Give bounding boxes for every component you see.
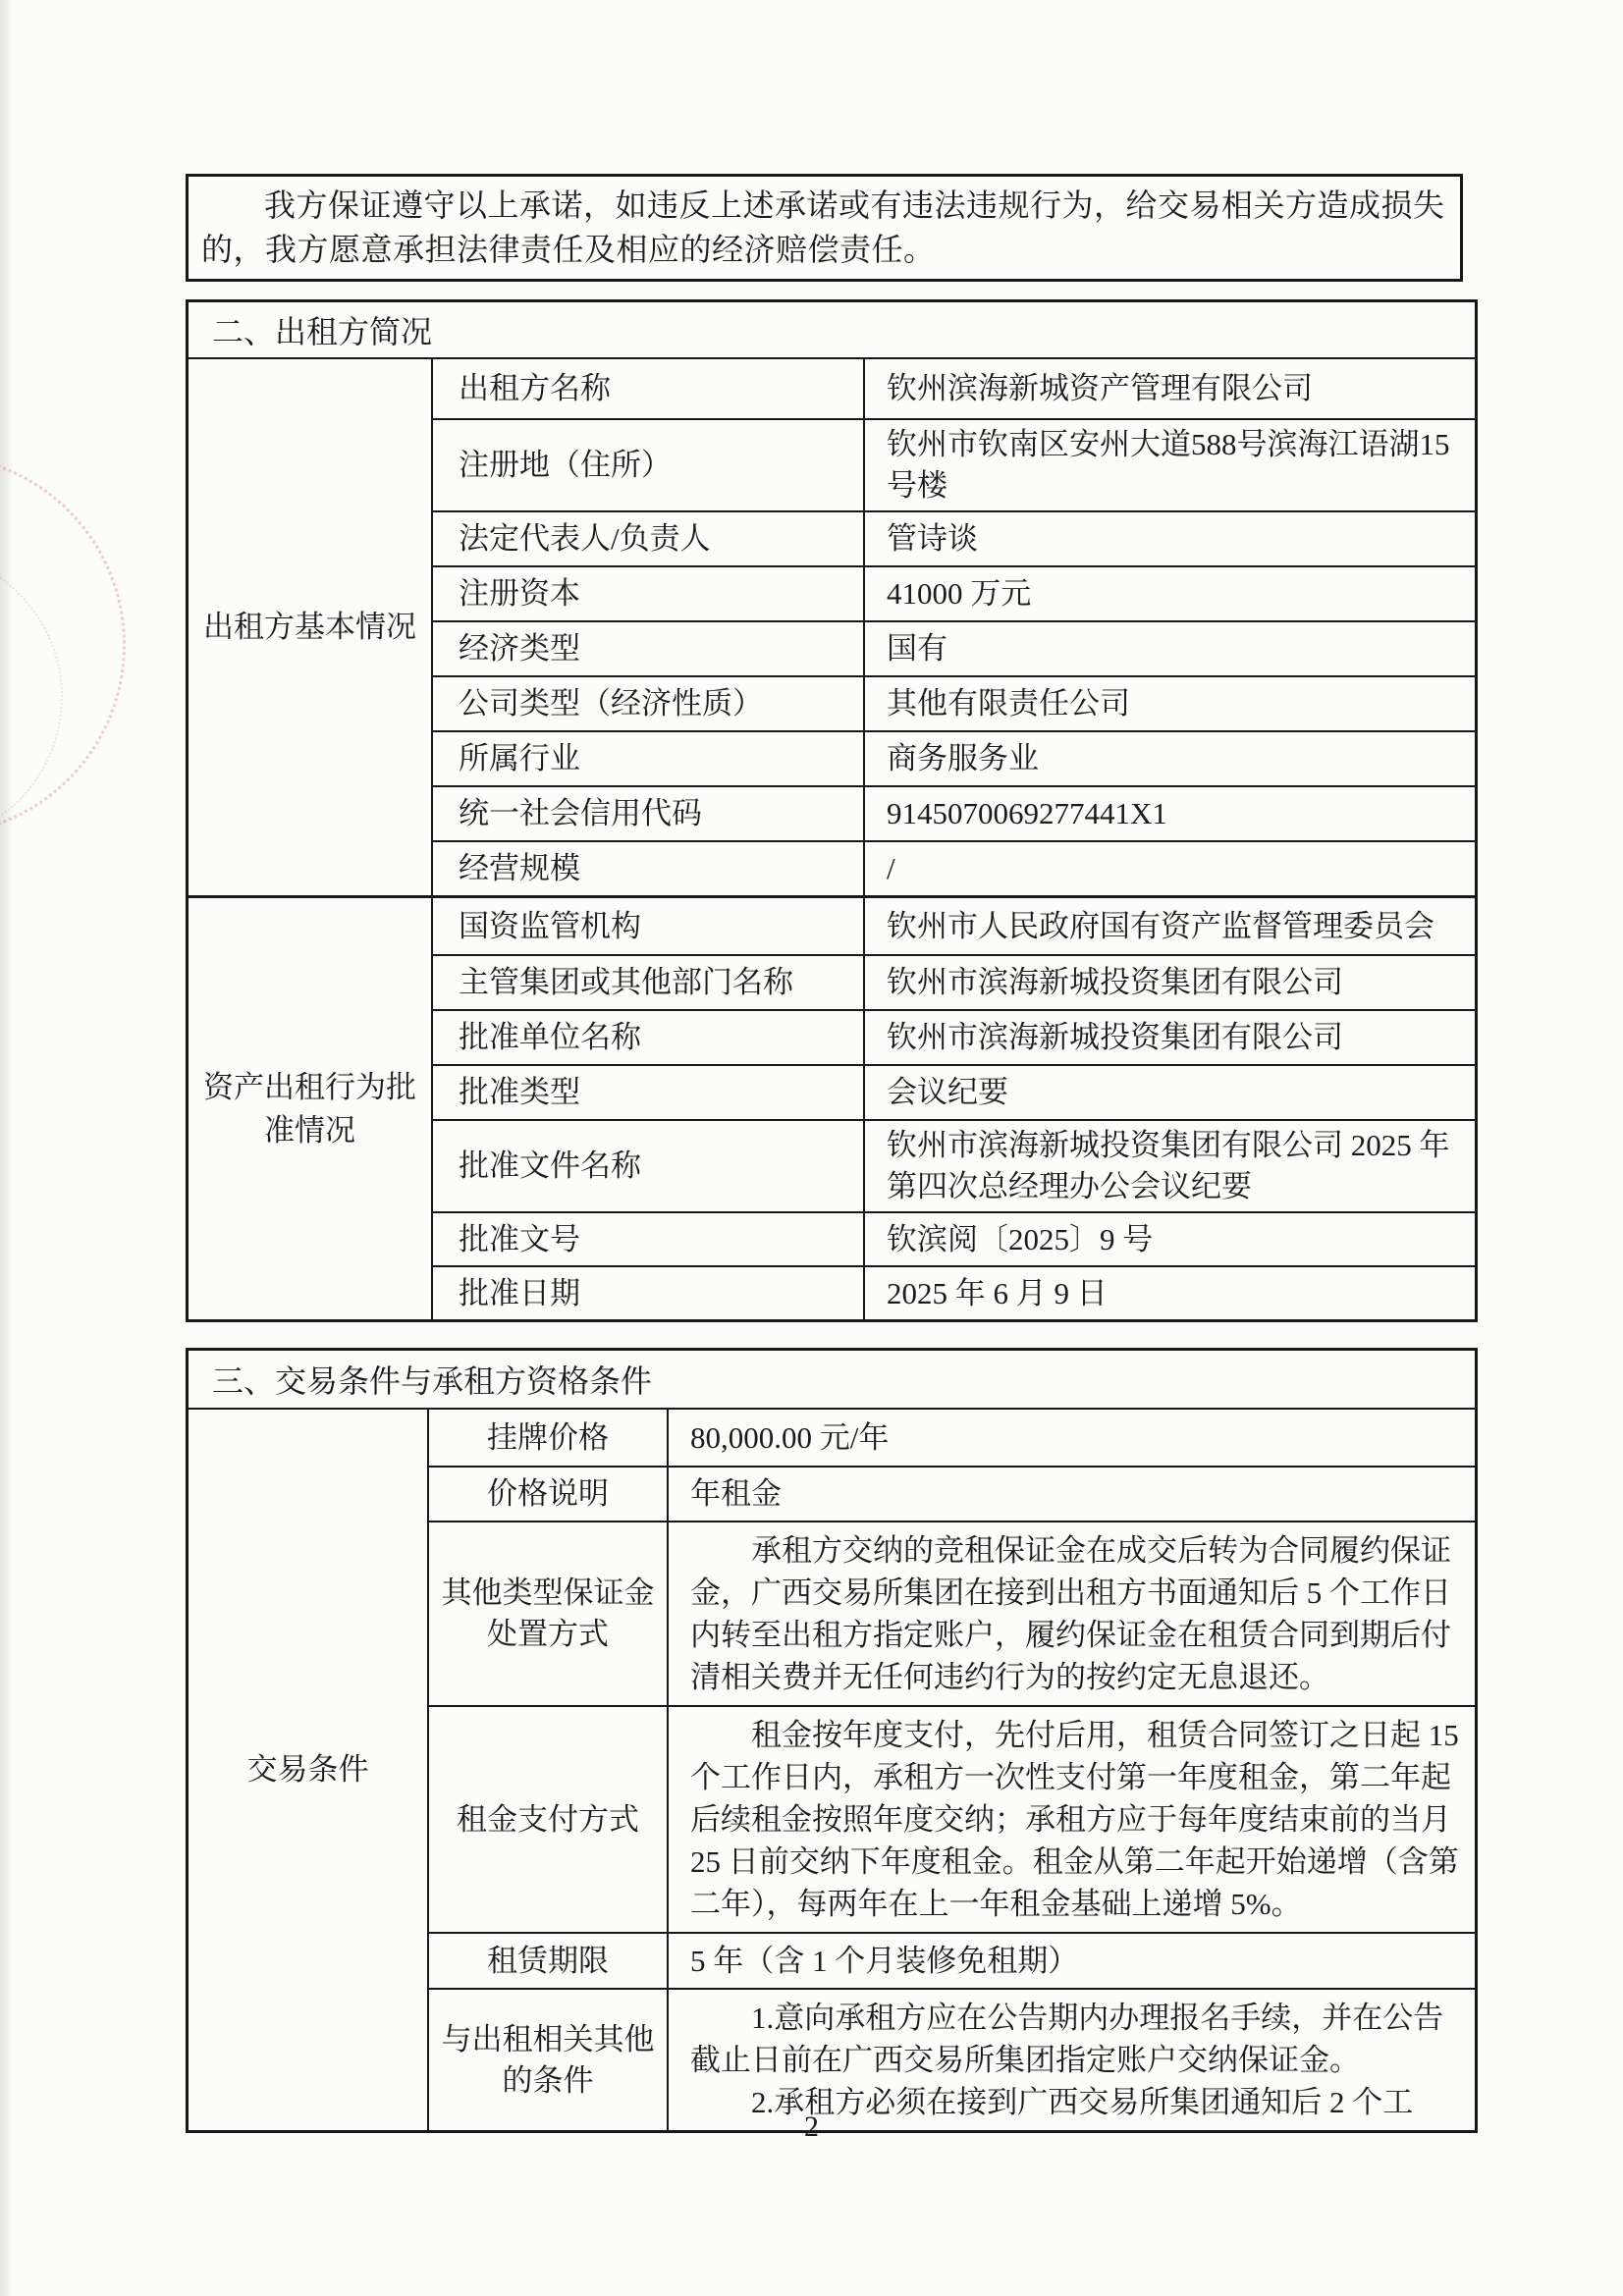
table-row <box>433 785 1475 840</box>
row-label: 价格说明 <box>429 1468 669 1521</box>
table-row <box>433 418 1475 510</box>
table-row <box>433 840 1475 895</box>
row-value: 9145070069277441X1 <box>887 796 1167 830</box>
transaction-conditions-table <box>186 1348 1478 2133</box>
row-value-paragraph: 租金按年度支付，先付后用，租赁合同签订之日起 15 个工作日内，承租方一次性支付第一年度租金，第二年起后续租金按照年度交纳；承租方应于每年度结束前的当月 25 日前交纳下年度租金。租金从第二年起开始递增（含第二年），每两年在上一年租金基础上递增 5%。 <box>690 1718 1459 1921</box>
table-row <box>433 954 1475 1009</box>
notice-text: 我方保证遵守以上承诺，如违反上述承诺或有违法违规行为，给交易相关方造成损失的，我方愿意承担法律责任及相应的经济赔偿责任。 <box>201 187 1445 267</box>
row-value <box>669 1707 1475 1932</box>
row-value: 其他有限责任公司 <box>887 686 1130 721</box>
row-label: 经济类型 <box>433 622 865 675</box>
table-row <box>433 1009 1475 1064</box>
row-value: 钦州市钦南区安州大道588号滨海江语湖15号楼 <box>887 427 1450 503</box>
group-side-label: 出租方基本情况 <box>189 359 433 895</box>
row-value: 钦州市人民政府国有资产监督管理委员会 <box>887 908 1434 943</box>
section2-title: 二、出租方简况 <box>189 302 1475 359</box>
table-row <box>433 898 1475 954</box>
table-row <box>433 510 1475 565</box>
section3-title: 三、交易条件与承租方资格条件 <box>189 1351 1475 1410</box>
transaction-conditions-group <box>189 1410 1475 2130</box>
table-row <box>429 1932 1475 1988</box>
row-value-paragraph: 1.意向承租方应在公告期内办理报名手续，并在公告截止日前在广西交易所集团指定账户交纳保证金。 <box>690 2001 1444 2077</box>
table-row <box>433 1211 1475 1265</box>
row-label: 其他类型保证金处置方式 <box>429 1522 669 1705</box>
row-value-paragraph: 2.承租方必须在接到广西交易所集团通知后 2 个工 <box>751 2085 1414 2119</box>
page-number: 2 <box>804 2110 819 2143</box>
table-row <box>433 675 1475 730</box>
row-label: 法定代表人/负责人 <box>433 512 865 565</box>
row-value: 年租金 <box>690 1476 782 1511</box>
group-side-label: 交易条件 <box>189 1410 429 2130</box>
row-label: 统一社会信用代码 <box>433 787 865 840</box>
row-value: 钦滨阅〔2025〕9 号 <box>887 1221 1154 1256</box>
row-label: 批准文号 <box>433 1213 865 1265</box>
row-value: 会议纪要 <box>887 1075 1008 1109</box>
table-row <box>433 1119 1475 1211</box>
table-row <box>429 1705 1475 1932</box>
table-row <box>433 620 1475 675</box>
table-row <box>429 1410 1475 1466</box>
lessor-profile-table <box>186 299 1478 1322</box>
table-row <box>429 1466 1475 1521</box>
row-value: 国有 <box>887 631 947 666</box>
row-label: 租赁期限 <box>429 1934 669 1988</box>
row-label: 国资监管机构 <box>433 898 865 954</box>
row-label: 与出租相关其他的条件 <box>429 1990 669 2130</box>
row-value: 钦州市滨海新城投资集团有限公司 <box>887 965 1343 999</box>
row-value: 管诗谈 <box>887 521 978 556</box>
row-label: 批准类型 <box>433 1066 865 1119</box>
table-row <box>433 565 1475 620</box>
row-value: 2025 年 6 月 9 日 <box>887 1275 1108 1310</box>
table-row <box>429 1988 1475 2130</box>
row-label: 注册资本 <box>433 567 865 620</box>
row-value <box>669 1990 1475 2130</box>
row-label: 批准单位名称 <box>433 1011 865 1064</box>
table-row <box>429 1521 1475 1705</box>
row-label: 批准日期 <box>433 1267 865 1319</box>
row-label: 公司类型（经济性质） <box>433 677 865 730</box>
table-row <box>433 730 1475 785</box>
group-side-label: 资产出租行为批准情况 <box>189 898 433 1319</box>
row-label: 批准文件名称 <box>433 1121 865 1211</box>
row-value: 钦州市滨海新城投资集团有限公司 <box>887 1020 1343 1054</box>
row-label: 经营规模 <box>433 842 865 895</box>
row-value: 5 年（含 1 个月装修免租期） <box>690 1943 1079 1978</box>
row-value: 钦州市滨海新城投资集团有限公司 2025 年第四次总经理办公会议纪要 <box>887 1128 1450 1203</box>
row-value <box>669 1522 1475 1705</box>
scan-edge-artifact <box>0 0 14 2296</box>
notice-box <box>186 174 1463 282</box>
lessor-basic-info-group <box>189 359 1475 895</box>
table-row <box>433 1265 1475 1319</box>
row-label: 出租方名称 <box>433 359 865 418</box>
lease-approval-group <box>189 895 1475 1319</box>
table-row <box>433 1064 1475 1119</box>
row-label: 所属行业 <box>433 732 865 785</box>
row-value: 商务服务业 <box>887 741 1039 775</box>
row-value: 钦州滨海新城资产管理有限公司 <box>887 371 1313 405</box>
row-value: / <box>887 851 895 885</box>
row-value-paragraph: 承租方交纳的竞租保证金在成交后转为合同履约保证金，广西交易所集团在接到出租方书面通知后 5 个工作日内转至出租方指定账户，履约保证金在租赁合同到期后付清相关费并无任何违约行为的按约定无息退还。 <box>690 1533 1451 1694</box>
row-label: 注册地（住所） <box>433 420 865 510</box>
row-label: 租金支付方式 <box>429 1707 669 1932</box>
table-row <box>433 359 1475 418</box>
row-value: 41000 万元 <box>887 576 1032 611</box>
row-value: 80,000.00 元/年 <box>690 1419 890 1455</box>
row-label: 挂牌价格 <box>429 1410 669 1466</box>
row-label: 主管集团或其他部门名称 <box>433 956 865 1009</box>
